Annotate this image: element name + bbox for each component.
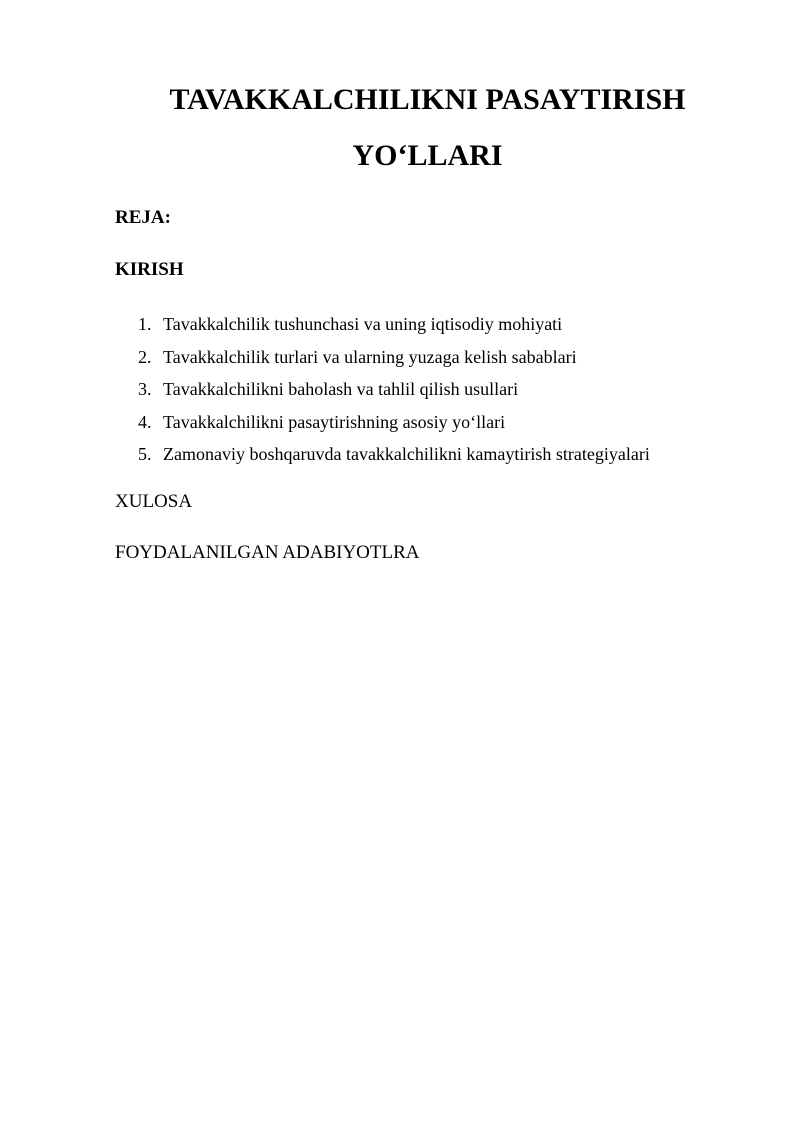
plan-item-text: Tavakkalchilikni baholash va tahlil qilish usullari xyxy=(163,379,519,399)
plan-item xyxy=(138,373,650,406)
plan-item xyxy=(138,308,650,341)
references-heading: FOYDALANILGAN ADABIYOTLRA xyxy=(115,542,420,563)
plan-item-text: Tavakkalchilik tushunchasi va uning iqtisodiy mohiyati xyxy=(163,314,563,334)
conclusion-heading: XULOSA xyxy=(115,491,193,512)
intro-heading: KIRISH xyxy=(115,259,184,280)
plan-item-number: 1. xyxy=(138,314,152,334)
plan-item-text: Tavakkalchilikni pasaytirishning asosiy yo‘llari xyxy=(163,411,506,432)
plan-item xyxy=(138,406,650,439)
document-title xyxy=(115,72,740,184)
plan-item-number: 5. xyxy=(138,444,152,464)
plan-item-number: 2. xyxy=(138,346,152,367)
plan-heading: REJA: xyxy=(115,207,171,228)
plan-item-number: 4. xyxy=(138,411,152,432)
title-line-2: YO‘LLARI xyxy=(352,139,503,172)
plan-item-text: Zamonaviy boshqaruvda tavakkalchilikni kamaytirish strategiyalari xyxy=(163,444,650,464)
plan-item-number: 3. xyxy=(138,379,152,399)
plan-list xyxy=(138,308,650,471)
plan-item xyxy=(138,438,650,471)
plan-item-text: Tavakkalchilik turlari va ularning yuzaga kelish sabablari xyxy=(163,346,577,367)
title-line-1: TAVAKKALCHILIKNI PASAYTIRISH xyxy=(169,83,686,116)
plan-item xyxy=(138,341,650,374)
